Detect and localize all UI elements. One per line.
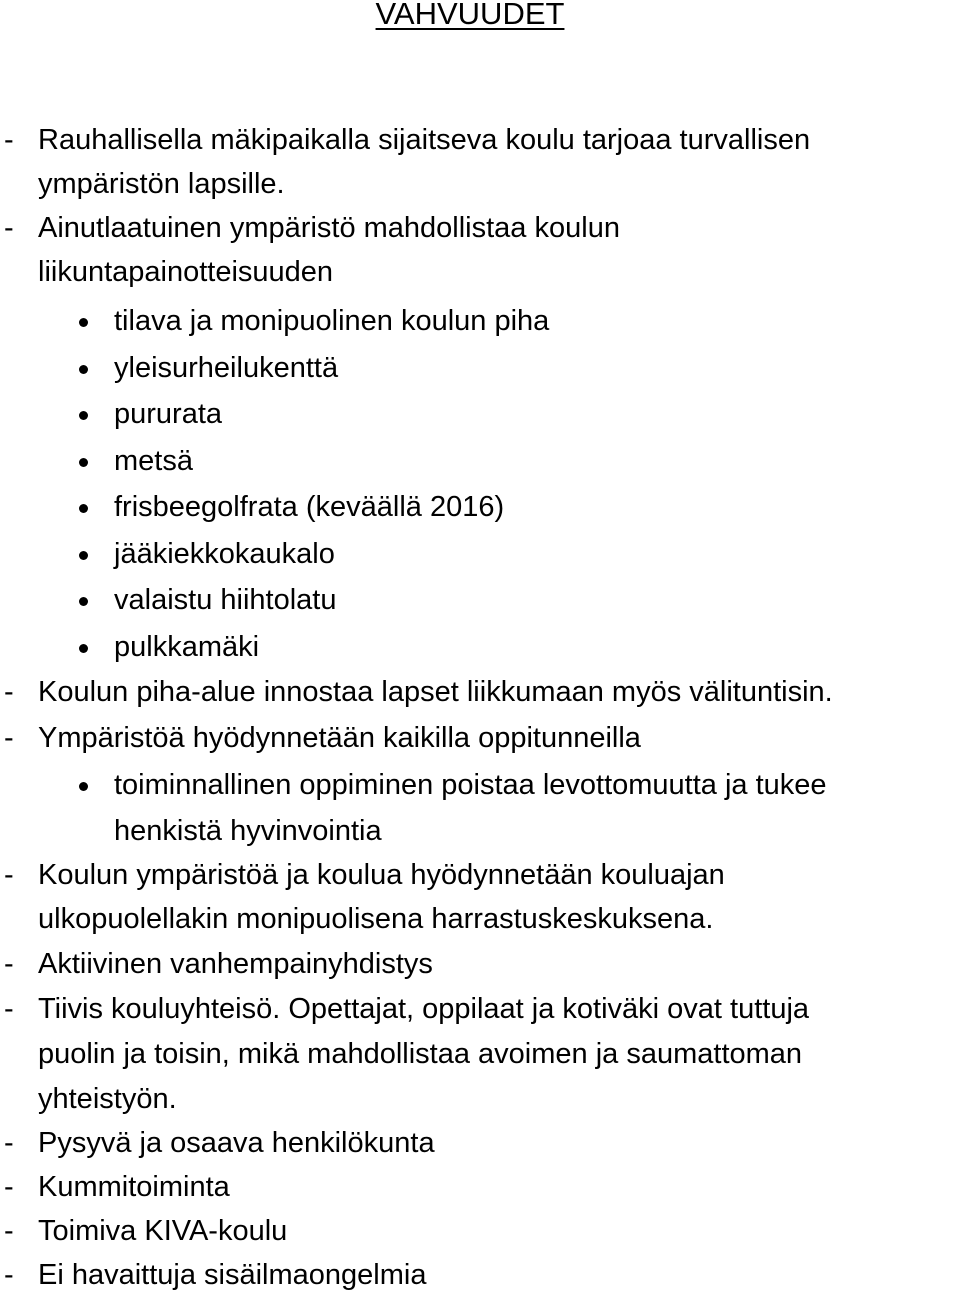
list-item-text: puolin ja toisin, mikä mahdollistaa avoimen ja saumattoman xyxy=(38,1038,803,1070)
bullet-item-text: metsä xyxy=(114,445,193,477)
page-title xyxy=(0,0,940,36)
bullet-dot-icon xyxy=(79,365,88,374)
list-item-text: Rauhallisella mäkipaikalla sijaitseva koulu tarjoaa turvallisen xyxy=(38,124,811,156)
list-item-text: yhteistyön. xyxy=(38,1083,177,1115)
dash-marker: - xyxy=(4,1259,14,1291)
list-item-text: Ei havaittuja sisäilmaongelmia xyxy=(38,1259,427,1291)
bullet-dot-icon xyxy=(79,597,88,606)
dash-marker: - xyxy=(4,1215,14,1247)
dash-marker: - xyxy=(4,676,14,708)
list-item-text: Aktiivinen vanhempainyhdistys xyxy=(38,948,433,980)
list-item-text: ympäristön lapsille. xyxy=(38,168,285,200)
bullet-item-text: yleisurheilukenttä xyxy=(114,352,339,384)
bullet-dot-icon xyxy=(79,782,88,791)
dash-marker: - xyxy=(4,993,14,1025)
bullet-dot-icon xyxy=(79,318,88,327)
bullet-item-text: toiminnallinen oppiminen poistaa levottomuutta ja tukee xyxy=(114,769,827,801)
list-item-text: ulkopuolellakin monipuolisena harrastuskeskuksena. xyxy=(38,903,714,935)
bullet-dot-icon xyxy=(79,411,88,420)
bullet-item-text: pururata xyxy=(114,398,223,430)
bullet-item-text: frisbeegolfrata (keväällä 2016) xyxy=(114,491,505,523)
list-item-text: Ainutlaatuinen ympäristö mahdollistaa koulun xyxy=(38,212,620,244)
dash-marker: - xyxy=(4,124,14,156)
page-title-text: VAHVUUDET xyxy=(375,0,565,31)
bullet-item-text: pulkkamäki xyxy=(114,631,260,663)
list-item-text: Toimiva KIVA-koulu xyxy=(38,1215,288,1247)
list-item-text: Ympäristöä hyödynnetään kaikilla oppitunneilla xyxy=(38,722,641,754)
list-item-text: Koulun piha-alue innostaa lapset liikkumaan myös välituntisin. xyxy=(38,676,833,708)
bullet-item-text: valaistu hiihtolatu xyxy=(114,584,337,616)
list-item-text: Pysyvä ja osaava henkilökunta xyxy=(38,1127,435,1159)
bullet-dot-icon xyxy=(79,504,88,513)
list-item-text: Tiivis kouluyhteisö. Opettajat, oppilaat ja kotiväki ovat tuttuja xyxy=(38,993,810,1025)
bullet-item-text: tilava ja monipuolinen koulun piha xyxy=(114,305,550,337)
bullet-dot-icon xyxy=(79,551,88,560)
bullet-dot-icon xyxy=(79,644,88,653)
dash-marker: - xyxy=(4,859,14,891)
list-item-text: Kummitoiminta xyxy=(38,1171,230,1203)
dash-marker: - xyxy=(4,722,14,754)
bullet-dot-icon xyxy=(79,458,88,467)
dash-marker: - xyxy=(4,1127,14,1159)
dash-marker: - xyxy=(4,948,14,980)
dash-marker: - xyxy=(4,212,14,244)
bullet-item-text: henkistä hyvinvointia xyxy=(114,815,382,847)
list-item-text: Koulun ympäristöä ja koulua hyödynnetään kouluajan xyxy=(38,859,725,891)
list-item-text: liikuntapainotteisuuden xyxy=(38,256,334,288)
dash-marker: - xyxy=(4,1171,14,1203)
bullet-item-text: jääkiekkokaukalo xyxy=(114,538,335,570)
